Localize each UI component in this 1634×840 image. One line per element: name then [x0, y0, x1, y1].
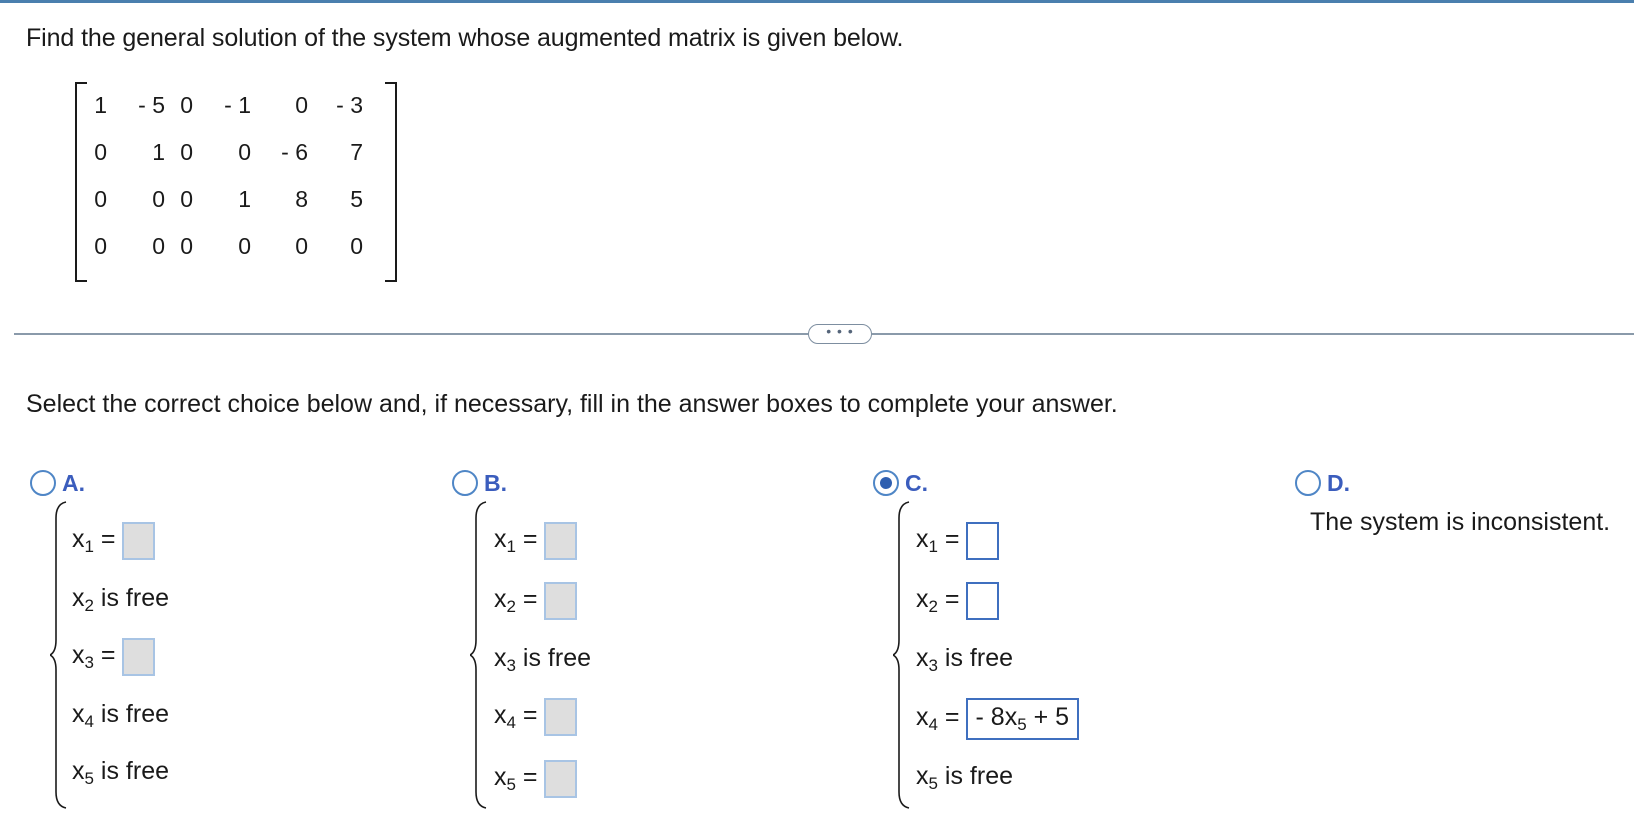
choice-a-line-x1: $x_1$ = — [72, 522, 155, 560]
choice-c-line-x2: $x_2$ = — [916, 582, 999, 620]
matrix-cell: 0 — [152, 233, 165, 259]
matrix-cell: 0 — [295, 92, 308, 118]
choice-b-letter: B. — [484, 470, 507, 496]
top-accent-line — [0, 0, 1634, 3]
choice-b-line-x2: $x_2$ = — [494, 582, 577, 620]
choice-b-radio[interactable] — [452, 470, 478, 496]
matrix-row-4 — [75, 233, 397, 273]
matrix-cell: - 1 — [224, 92, 251, 118]
matrix-cell: 0 — [180, 92, 193, 118]
choice-a-line-x4: $x_4$ is free — [72, 700, 170, 731]
choice-a-line-x5: $x_5$ is free — [72, 757, 170, 788]
instruction-text: Select the correct choice below and, if necessary, fill in the answer boxes to complete your answer. — [26, 390, 1118, 418]
matrix-row-1 — [75, 92, 397, 132]
matrix-row-2 — [75, 139, 397, 179]
choice-c-x4-answer-box[interactable]: - $8x_5 + 5$ — [966, 698, 1080, 740]
matrix-cell: 0 — [350, 233, 363, 259]
choice-b-line-x1: $x_1$ = — [494, 522, 577, 560]
choice-c-line-x3: $x_3$ is free — [916, 644, 1014, 675]
choice-c-brace-icon — [893, 500, 913, 810]
matrix-cell: 1 — [238, 186, 251, 212]
matrix-cell: 0 — [238, 139, 251, 165]
choice-d-letter: D. — [1327, 470, 1350, 496]
matrix-cell: 0 — [238, 233, 251, 259]
choice-c-letter: C. — [905, 470, 928, 496]
section-divider-left — [14, 333, 808, 335]
augmented-matrix — [75, 82, 397, 280]
matrix-cell: 0 — [180, 139, 193, 165]
choice-c-line-x5: $x_5$ is free — [916, 762, 1014, 793]
choice-b-line-x5: $x_5$ = — [494, 760, 577, 798]
choice-a-brace-icon — [50, 500, 70, 810]
choice-b-line-x4: $x_4$ = — [494, 698, 577, 736]
matrix-cell: - 3 — [336, 92, 363, 118]
choice-d-text: The system is inconsistent. — [1310, 508, 1611, 536]
choice-a-radio[interactable] — [30, 470, 56, 496]
matrix-cell: 1 — [152, 139, 165, 165]
choice-b-x4-answer-box[interactable] — [544, 698, 577, 736]
matrix-cell: 0 — [180, 233, 193, 259]
choice-d-radio[interactable] — [1295, 470, 1321, 496]
choice-a-x3-answer-box[interactable] — [122, 638, 155, 676]
matrix-cell: 0 — [180, 186, 193, 212]
matrix-cell: - 6 — [281, 139, 308, 165]
section-divider-right — [872, 333, 1634, 335]
matrix-row-3 — [75, 186, 397, 226]
matrix-cell: 0 — [94, 233, 107, 259]
choice-c-line-x1: $x_1$ = — [916, 522, 999, 560]
choice-b-brace-icon — [470, 500, 490, 810]
matrix-cell: 0 — [295, 233, 308, 259]
choice-a-line-x3: $x_3$ = — [72, 638, 155, 676]
choice-c-x2-answer-box[interactable] — [966, 582, 999, 620]
question-text: Find the general solution of the system whose augmented matrix is given below. — [26, 24, 904, 52]
choice-c-line-x4: $x_4$ = - $8x_5 + 5$ — [916, 698, 1079, 740]
choice-c-radio[interactable] — [873, 470, 899, 496]
choice-c-x1-answer-box[interactable] — [966, 522, 999, 560]
choice-b-line-x3: $x_3$ is free — [494, 644, 592, 675]
choice-a-line-x2: $x_2$ is free — [72, 584, 170, 615]
matrix-cell: 8 — [295, 186, 308, 212]
choice-b-x2-answer-box[interactable] — [544, 582, 577, 620]
matrix-cell: 1 — [94, 92, 107, 118]
matrix-cell: 5 — [350, 186, 363, 212]
matrix-cell: 0 — [94, 139, 107, 165]
matrix-cell: 0 — [152, 186, 165, 212]
choice-b-x5-answer-box[interactable] — [544, 760, 577, 798]
expand-more-button[interactable]: • • • — [808, 324, 872, 344]
matrix-cell: - 5 — [138, 92, 165, 118]
choice-b-x1-answer-box[interactable] — [544, 522, 577, 560]
matrix-cell: 0 — [94, 186, 107, 212]
matrix-cell: 7 — [350, 139, 363, 165]
choice-a-letter: A. — [62, 470, 85, 496]
choice-a-x1-answer-box[interactable] — [122, 522, 155, 560]
